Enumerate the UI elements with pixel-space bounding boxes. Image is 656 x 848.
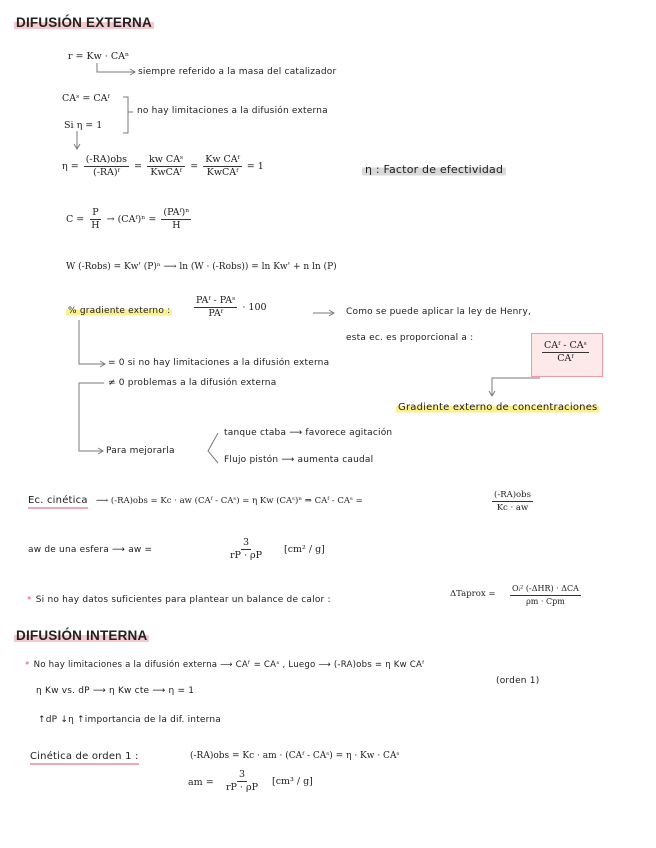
section-title-difusion-interna: DIFUSIÓN INTERNA [16, 628, 148, 643]
order-one-kinetic-equation: (-RA)obs = Kc · am · (CAᶠ - CAˢ) = η · Kw · CAˢ [190, 751, 400, 761]
brace-conditions [123, 97, 128, 133]
bullet-icon: • [26, 592, 33, 605]
gradient-formula: $\frac{\text{PAᶠ - PAˢ}}{\text{PAᶠ}}$ · 100 [196, 295, 267, 319]
neq-zero-note: ≠ 0 problemas a la difusión externa [108, 378, 277, 388]
internal-line-1: • No hay limitaciones a la difusión externa ⟶ CAᶠ = CAˢ , Luego ⟶ (-RA)obs = η Kw CAᶠ [24, 657, 425, 670]
am-units: [cm³ / g] [272, 776, 313, 787]
order-one-kinetic-label: Cinética de orden 1 : [30, 751, 139, 762]
piston-option: Flujo pistón ⟶ aumenta caudal [224, 455, 374, 465]
arrow-box-grad [492, 378, 540, 395]
branch-mejorar [208, 433, 218, 463]
rate-note: siempre referido a la masa del catalizador [138, 67, 337, 77]
kinetic-label: Ec. cinética [28, 495, 88, 506]
am-fraction: $\frac{3}{rP \cdot \rho P}$ [226, 769, 258, 793]
henry-note-2: esta ec. es proporcional a : [346, 333, 474, 343]
tree-mejorar [79, 383, 104, 451]
heat-balance-note: • Si no hay datos suficientes para plantear un balance de calor : [26, 592, 331, 605]
aw-fraction: $\frac{3}{rP \cdot \rho P}$ [230, 537, 262, 561]
gradient-label: % gradiente externo : [68, 306, 171, 316]
rate-equation: r = Kw · CAⁿ [68, 51, 130, 62]
order-one-note: (orden 1) [496, 676, 540, 686]
no-limitation-note: no hay limitaciones a la difusión externa [137, 106, 328, 116]
eta-lhs: η = [62, 161, 79, 172]
eta-fraction-1: $\frac{\text{(-RA)obs}}{\text{(-RA)ᶠ}}$ [85, 154, 128, 178]
proportional-fraction: $\frac{\text{CAᶠ - CAˢ}}{\text{CAᶠ}}$ [544, 340, 587, 364]
eta-fraction-3: $\frac{\text{Kw CAᶠ}}{\text{KwCAᶠ}}$ [205, 154, 240, 178]
eta-rhs: = 1 [246, 161, 264, 172]
effectiveness-definition: η : Factor de efectividad [362, 163, 506, 176]
log-linear-equation: W (-Robs) = Kw' (P)ⁿ ⟶ ln (W · (-Robs)) = ln Kw' + n ln (P) [66, 262, 337, 272]
improve-label: Para mejorarla [106, 446, 175, 456]
eq-zero-note: = 0 si no hay limitaciones a la difusión externa [108, 358, 330, 368]
delta-t-fraction: $\frac{\text{Oᵢ² (-ΔHR) · ΔCA}}{\text{ρm · Cpm}}$ [512, 584, 579, 606]
internal-line-3: ↑dP ↓η ↑importancia de la dif. interna [38, 715, 222, 725]
delta-t-label: ΔTaprox = [450, 589, 496, 599]
eta-condition: Si η = 1 [64, 120, 103, 131]
c2-fraction: $\frac{\text{(PAᶠ)ⁿ}}{H}$ [163, 207, 190, 231]
section-title-difusion-externa: DIFUSIÓN EXTERNA [16, 15, 152, 30]
henry-note-1: Como se puede aplicar la ley de Henry, [346, 307, 532, 317]
arrow-r-note [97, 63, 134, 72]
eta-fraction-2: $\frac{\text{kw CAˢ}}{\text{KwCAᶠ}}$ [149, 154, 184, 178]
kinetic-equation: ⟶ (-RA)obs = Kc · aw (CAᶠ - CAˢ) = η Kw (CAˢ)ⁿ ⇒ CAᶠ - CAˢ = [96, 496, 363, 506]
gradient-concentration-label: Gradiente externo de concentraciones [398, 402, 598, 413]
tree-eq-zero [79, 320, 104, 364]
henry-equation: C = $\frac{P}{H}$ → (CAᶠ)ⁿ = $\frac{\text{(PAᶠ)ⁿ}}{H}$ [66, 207, 190, 231]
concentration-equality: CAˢ = CAᶠ [62, 93, 110, 104]
tank-option: tanque ctaba ⟶ favorece agitación [224, 428, 393, 438]
am-label: am = [188, 777, 214, 788]
c-fraction: $\frac{P}{H}$ [91, 207, 100, 231]
aw-units: [cm² / g] [284, 544, 325, 555]
bullet-icon: • [24, 657, 31, 670]
internal-line-2: η Kw vs. dP ⟶ η Kw cte ⟶ η = 1 [36, 686, 195, 696]
aw-label: aw de una esfera ⟶ aw = [28, 545, 153, 555]
kinetic-fraction: $\frac{\text{(-RA)obs}}{Kc \cdot aw}$ [494, 490, 531, 513]
effectiveness-equation: η = $\frac{\text{(-RA)obs}}{\text{(-RA)ᶠ}}$ = $\frac{\text{kw CAˢ}}{\text{KwCAᶠ}}$ = $\frac{\text{Kw CAᶠ}}{\text{KwCAᶠ}}$ = 1 [62, 154, 264, 178]
gradient-fraction: $\frac{\text{PAᶠ - PAˢ}}{\text{PAᶠ}}$ [196, 295, 236, 319]
